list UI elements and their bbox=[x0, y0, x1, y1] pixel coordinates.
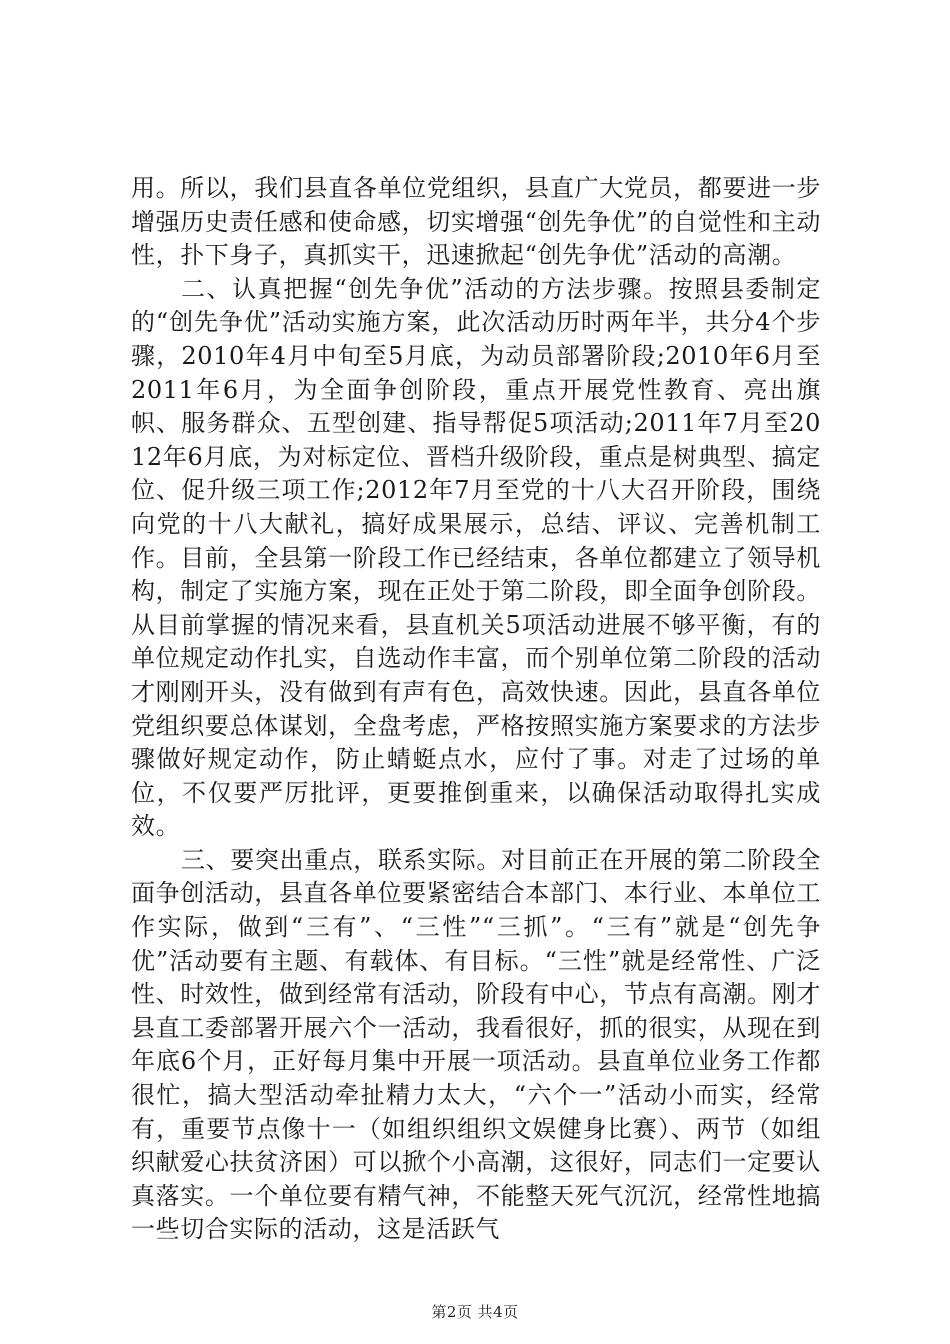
document-body bbox=[131, 172, 821, 1247]
page-footer: 第2页 共4页 bbox=[431, 1303, 519, 1321]
paragraph-3: 三、要突出重点，联系实际。对目前正在开展的第二阶段全面争创活动，县直各单位要紧密结合本部门、本行业、本单位工作实际，做到“三有”、“三性”“三抓”。“三有”就是“创先争优”活动要有主题、有载体、有目标。“三性”就是经常性、广泛性、时效性，做到经常有活动，阶段有中心，节点有高潮。刚才县直工委部署开展六个一活动，我看很好，抓的很实，从现在到年底6个月，正好每月集中开展一项活动。县直单位业务工作都很忙，搞大型活动牵扯精力太大，“六个一”活动小而实，经常有，重要节点像十一（如组织组织文娱健身比赛）、两节（如组织献爱心扶贫济困）可以掀个小高潮，这很好，同志们一定要认真落实。一个单位要有精气神，不能整天死气沉沉，经常性地搞一些切合实际的活动，这是活跃气 bbox=[131, 845, 821, 1244]
paragraph-2: 二、认真把握“创先争优”活动的方法步骤。按照县委制定的“创先争优”活动实施方案，此次活动历时两年半，共分4个步骤，2010年4月中旬至5月底，为动员部署阶段;2010年6月至2011年6月，为全面争创阶段，重点开展党性教育、亮出旗帜、服务群众、五型创建、指导帮促5项活动;2011年7月至2012年6月底，为对标定位、晋档升级阶段，重点是树典型、搞定位、促升级三项工作;2012年7月至党的十八大召开阶段，围绕向党的十八大献礼，搞好成果展示，总结、评议、完善机制工作。目前，全县第一阶段工作已经结束，各单位都建立了领导机构，制定了实施方案，现在正处于第二阶段，即全面争创阶段。从目前掌握的情况来看，县直机关5项活动进展不够平衡，有的单位规定动作扎实，自选动作丰富，而个别单位第二阶段的活动才刚刚开头，没有做到有声有色，高效快速。因此，县直各单位党组织要总体谋划，全盘考虑，严格按照实施方案要求的方法步骤做好规定动作，防止蜻蜓点水，应付了事。对走了过场的单位，不仅要严厉批评，更要推倒重来，以确保活动取得扎实成效。 bbox=[131, 274, 821, 841]
paragraph-1: 用。所以，我们县直各单位党组织，县直广大党员，都要进一步增强历史责任感和使命感，切实增强“创先争优”的自觉性和主动性，扑下身子，真抓实干，迅速掀起“创先争优”活动的高潮。 bbox=[131, 174, 821, 270]
